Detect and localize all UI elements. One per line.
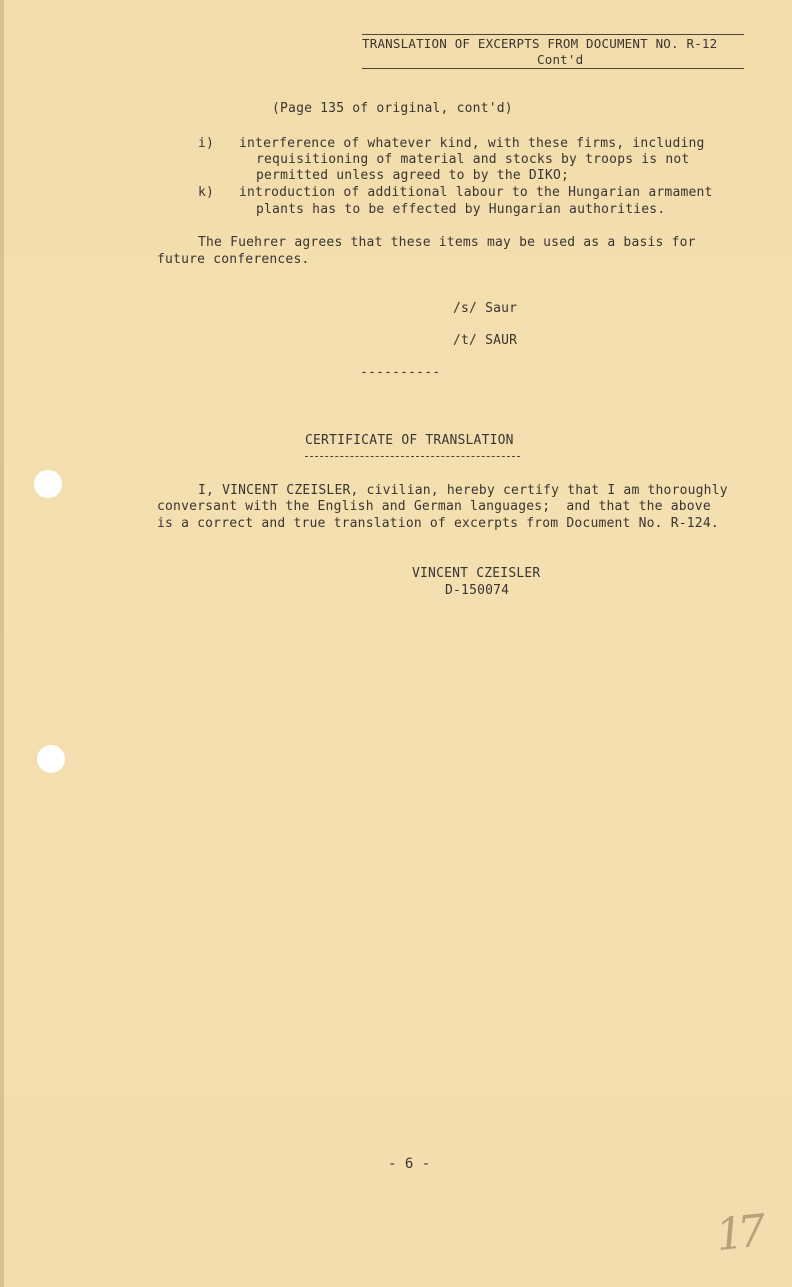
handwritten-page-mark: 17 <box>713 1205 763 1262</box>
item-i-line-2: requisitioning of material and stocks by troops is not <box>256 152 690 167</box>
signature-typed: /t/ SAUR <box>453 333 518 348</box>
certificate-heading-underline <box>305 456 520 457</box>
header-rule-bottom <box>362 68 744 69</box>
scan-edge <box>0 0 4 1287</box>
certificate-line-1: I, VINCENT CZEISLER, civilian, hereby certify that I am thoroughly <box>198 483 728 498</box>
signature-signed: /s/ Saur <box>453 301 518 316</box>
signer-name: VINCENT CZEISLER <box>412 566 541 581</box>
punch-hole-top <box>34 470 62 498</box>
header-rule-top <box>362 34 744 35</box>
signer-id: D-150074 <box>445 583 510 598</box>
certificate-line-2: conversant with the English and German languages; and that the above <box>157 499 711 514</box>
page-number: - 6 - <box>388 1156 431 1172</box>
certificate-line-3: is a correct and true translation of excerpts from Document No. R-124. <box>157 516 719 531</box>
item-i-line-3: permitted unless agreed to by the DIKO; <box>256 168 570 183</box>
fuehrer-line-1: The Fuehrer agrees that these items may be used as a basis for <box>198 235 696 250</box>
item-k-line-1: introduction of additional labour to the Hungarian armament <box>239 185 713 200</box>
header-title: TRANSLATION OF EXCERPTS FROM DOCUMENT NO. R-12 <box>362 36 718 51</box>
item-i-line-1: interference of whatever kind, with these firms, including <box>239 136 705 151</box>
punch-hole-bottom <box>37 745 65 773</box>
item-marker-i: i) <box>198 136 215 151</box>
item-k-line-2: plants has to be effected by Hungarian authorities. <box>256 202 666 217</box>
header-subtitle: Cont'd <box>537 52 584 67</box>
item-marker-k: k) <box>198 185 215 200</box>
fuehrer-line-2: future conferences. <box>157 252 310 267</box>
section-separator: ---------- <box>360 365 441 380</box>
page-reference: (Page 135 of original, cont'd) <box>272 101 513 116</box>
certificate-heading: CERTIFICATE OF TRANSLATION <box>305 433 514 448</box>
